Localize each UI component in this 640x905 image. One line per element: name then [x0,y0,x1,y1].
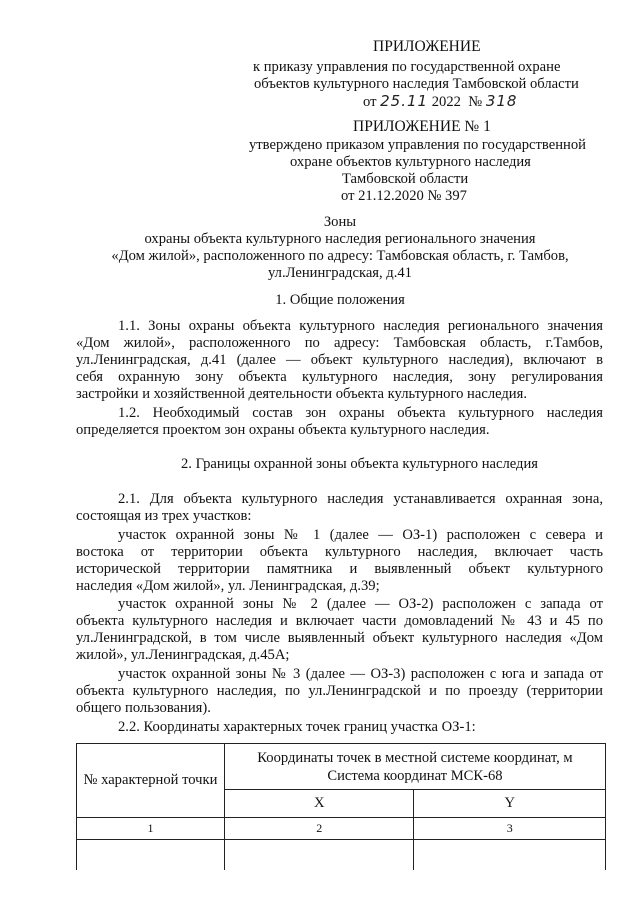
table-cell [77,840,225,870]
coordinates-header-line-2: Система координат МСК-68 [327,767,503,784]
section1-p2-line-2: определяется проектом зон охраны объекта культурного наследия. [76,422,490,438]
heading-line-1: Зоны [323,214,357,230]
appendix1-title: ПРИЛОЖЕНИЕ № 1 [353,118,491,135]
section2-p5: 2.2. Координаты характерных точек границ участка ОЗ-1: [118,719,476,735]
number-sign: № [468,94,483,110]
section2-p2-line-3: исторической территории памятника и выявленный объект культурного [76,561,603,577]
appendix-date-line [363,93,517,111]
section1-p1-line-1: 1.1. Зоны охраны объекта культурного наследия регионального значения [118,318,603,334]
appendix1-line-2: охране объектов культурного наследия [290,154,531,170]
heading-line-2: охраны объекта культурного наследия регионального значения [144,231,536,247]
section2-p3-line-2: объекта культурного наследия и включает части домовладений № 43 и 45 по [76,613,603,629]
appendix1-line-4: от 21.12.2020 № 397 [341,188,467,204]
section2-p1-line-1: 2.1. Для объекта культурного наследия устанавливается охранная зона, [118,491,603,507]
section1-p1-line-3: ул.Ленинградская, д.41 (далее — объект культурного наследия), включают в [76,352,603,368]
x-header: X [224,790,414,818]
index-cell-1: 1 [77,818,225,840]
point-number-header: № характерной точки [77,744,225,818]
appendix-line-2: объектов культурного наследия Тамбовской области [254,76,579,92]
appendix-line-1: к приказу управления по государственной охране [253,59,561,75]
index-cell-3: 3 [414,818,606,840]
table-cell [414,840,606,870]
section1-p2-line-1: 1.2. Необходимый состав зон охраны объекта культурного наследия [118,405,603,421]
section1-title: 1. Общие положения [275,292,405,308]
appendix-title: ПРИЛОЖЕНИЕ [373,38,481,55]
section2-p2-line-2: востока от территории объекта культурного наследия, включает часть [76,544,603,560]
section2-p3-line-1: участок охранной зоны № 2 (далее — ОЗ-2) расположен с запада от [118,596,603,612]
section1-p1-line-2: «Дом жилой», расположенного по адресу: Тамбовская область, г.Тамбов, [76,335,603,351]
appendix1-line-3: Тамбовской области [342,171,469,187]
section1-p1-line-4: себя охранную зону объекта культурного наследия, зону регулирования [76,369,603,385]
handwritten-date: 25.11 [380,92,429,110]
section2-p2-line-1: участок охранной зоны № 1 (далее — ОЗ-1) расположен с севера и [118,527,603,543]
coordinates-table [76,743,606,870]
section2-p4-line-3: общего пользования). [76,700,211,716]
section1-p1-line-5: застройки и хозяйственной деятельности объекта культурного наследия. [76,386,527,402]
section2-p2-line-4: наследия «Дом жилой», ул. Ленинградская, д.39; [76,578,380,594]
section2-title: 2. Границы охранной зоны объекта культурного наследия [181,456,539,472]
section2-p3-line-3: ул.Ленинградской, в том числе выявленный объект культурного наследия «Дом [76,630,603,646]
coordinates-header-line-1: Координаты точек в местной системе координат, м [257,749,573,766]
y-header: Y [414,790,606,818]
section2-p3-line-4: жилой», ул.Ленинградская, д.45А; [76,647,290,663]
section2-p1-line-2: состоящая из трех участков: [76,508,252,524]
section2-p4-line-2: объекта культурного наследия, по ул.Ленинградской и по проезду (территории [76,683,603,699]
handwritten-number: 318 [485,92,518,110]
date-prefix: от [363,94,377,110]
heading-line-3: «Дом жилой», расположенного по адресу: Тамбовская область, г. Тамбов, [111,248,569,264]
section2-p4-line-1: участок охранной зоны № 3 (далее — ОЗ-3) расположен с юга и запада от [118,666,603,682]
heading-line-4: ул.Ленинградская, д.41 [268,265,412,281]
appendix1-line-1: утверждено приказом управления по государственной [249,137,586,153]
table-cell [224,840,414,870]
date-year: 2022 [431,94,461,110]
coordinates-header [224,744,605,790]
index-cell-2: 2 [224,818,414,840]
